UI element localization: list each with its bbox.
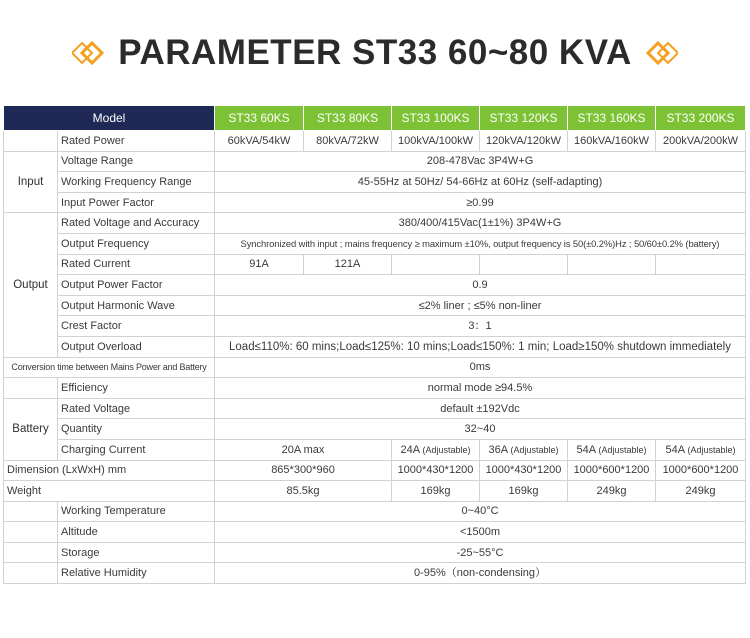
- input-power-factor-label: Input Power Factor: [58, 192, 215, 213]
- charging-current-value: 36A (Adjustable): [480, 439, 568, 460]
- output-frequency-label: Output Frequency: [58, 233, 215, 254]
- table-row: [4, 439, 746, 460]
- rated-current-value: [392, 254, 480, 275]
- crest-factor-value: 3：1: [215, 316, 746, 337]
- dimension-value: 1000*600*1200: [568, 460, 656, 481]
- table-row: [4, 357, 746, 378]
- table-row: [4, 460, 746, 481]
- table-row: [4, 316, 746, 337]
- rated-power-value: 100kVA/100kW: [392, 131, 480, 152]
- table-row: [4, 172, 746, 193]
- right-diamond-icon: [644, 41, 678, 65]
- efficiency-label: Efficiency: [58, 378, 215, 399]
- conversion-time-value: 0ms: [215, 357, 746, 378]
- frequency-range-label: Working Frequency Range: [58, 172, 215, 193]
- rated-current-value: [480, 254, 568, 275]
- model-header-80ks: ST33 80KS: [304, 106, 392, 131]
- table-row: [4, 378, 746, 399]
- conversion-time-label: Conversion time between Mains Power and Battery: [4, 357, 215, 378]
- rated-power-value: 120kVA/120kW: [480, 131, 568, 152]
- page-title: PARAMETER ST33 60~80 KVA: [118, 33, 632, 72]
- charging-current-value: 54A (Adjustable): [656, 439, 746, 460]
- working-temperature-value: 0~40°C: [215, 501, 746, 522]
- model-header-60ks: ST33 60KS: [215, 106, 304, 131]
- table-row: [4, 419, 746, 440]
- charging-current-label: Charging Current: [58, 439, 215, 460]
- model-header: Model: [4, 106, 215, 131]
- voltage-range-value: 208-478Vac 3P4W+G: [215, 151, 746, 172]
- dimension-value: 1000*600*1200: [656, 460, 746, 481]
- humidity-label: Relative Humidity: [58, 563, 215, 584]
- output-overload-value: Load≤110%: 60 mins;Load≤125%: 10 mins;Load≤150%: 1 min; Load≥150% shutdown immediately: [215, 336, 746, 357]
- weight-value: 169kg: [392, 481, 480, 502]
- rated-voltage-label: Rated Voltage and Accuracy: [58, 213, 215, 234]
- weight-value: 249kg: [568, 481, 656, 502]
- model-header-120ks: ST33 120KS: [480, 106, 568, 131]
- table-row: [4, 213, 746, 234]
- rated-power-value: 60kVA/54kW: [215, 131, 304, 152]
- weight-value: 249kg: [656, 481, 746, 502]
- weight-value: 169kg: [480, 481, 568, 502]
- storage-value: -25~55°C: [215, 542, 746, 563]
- charging-current-value: 20A max: [215, 439, 392, 460]
- table-row: [4, 501, 746, 522]
- voltage-range-label: Voltage Range: [58, 151, 215, 172]
- battery-quantity-label: Quantity: [58, 419, 215, 440]
- rated-current-value: 91A: [215, 254, 304, 275]
- charging-current-value: 54A (Adjustable): [568, 439, 656, 460]
- dimension-value: 1000*430*1200: [480, 460, 568, 481]
- altitude-value: <1500m: [215, 522, 746, 543]
- left-diamond-icon: [72, 41, 106, 65]
- table-row: [4, 192, 746, 213]
- table-row: [4, 151, 746, 172]
- rated-power-value: 80kVA/72kW: [304, 131, 392, 152]
- dimension-value: 865*300*960: [215, 460, 392, 481]
- harmonic-wave-label: Output Harmonic Wave: [58, 295, 215, 316]
- table-row: [4, 131, 746, 152]
- input-power-factor-value: ≥0.99: [215, 192, 746, 213]
- output-overload-label: Output Overload: [58, 336, 215, 357]
- dimension-value: 1000*430*1200: [392, 460, 480, 481]
- rated-current-label: Rated Current: [58, 254, 215, 275]
- title-bar: [0, 28, 750, 78]
- model-header-100ks: ST33 100KS: [392, 106, 480, 131]
- dimension-label: Dimension (LxWxH) mm: [4, 460, 215, 481]
- table-row: [4, 254, 746, 275]
- weight-value: 85.5kg: [215, 481, 392, 502]
- rated-power-label: Rated Power: [58, 131, 215, 152]
- rated-current-value: [568, 254, 656, 275]
- output-power-factor-label: Output Power Factor: [58, 275, 215, 296]
- table-row: [4, 398, 746, 419]
- battery-quantity-value: 32~40: [215, 419, 746, 440]
- rated-current-value: [656, 254, 746, 275]
- table-row: [4, 295, 746, 316]
- table-row: [4, 233, 746, 254]
- rated-power-value: 160kVA/160kW: [568, 131, 656, 152]
- working-temperature-label: Working Temperature: [58, 501, 215, 522]
- weight-label: Weight: [4, 481, 215, 502]
- storage-label: Storage: [58, 542, 215, 563]
- charging-current-value: 24A (Adjustable): [392, 439, 480, 460]
- output-frequency-value: Synchronized with input ; mains frequency ≥ maximum ±10%, output frequency is 50(±0.2%)Hz ; 50/60±0.2% (battery): [215, 233, 746, 254]
- crest-factor-label: Crest Factor: [58, 316, 215, 337]
- model-header-200ks: ST33 200KS: [656, 106, 746, 131]
- table-header-row: [4, 106, 746, 131]
- harmonic-wave-value: ≤2% liner ; ≤5% non-liner: [215, 295, 746, 316]
- output-power-factor-value: 0.9: [215, 275, 746, 296]
- frequency-range-value: 45-55Hz at 50Hz/ 54-66Hz at 60Hz (self-adapting): [215, 172, 746, 193]
- rated-voltage-value: 380/400/415Vac(1±1%) 3P4W+G: [215, 213, 746, 234]
- table-row: [4, 542, 746, 563]
- table-row: [4, 522, 746, 543]
- model-header-160ks: ST33 160KS: [568, 106, 656, 131]
- spec-table: [3, 105, 746, 584]
- table-row: [4, 481, 746, 502]
- battery-category: Battery: [4, 398, 58, 460]
- table-row: [4, 275, 746, 296]
- output-category: Output: [4, 213, 58, 357]
- table-row: [4, 336, 746, 357]
- altitude-label: Altitude: [58, 522, 215, 543]
- efficiency-value: normal mode ≥94.5%: [215, 378, 746, 399]
- rated-power-value: 200kVA/200kW: [656, 131, 746, 152]
- battery-voltage-value: default ±192Vdc: [215, 398, 746, 419]
- input-category: Input: [4, 151, 58, 213]
- rated-current-value: 121A: [304, 254, 392, 275]
- humidity-value: 0-95%（non-condensing）: [215, 563, 746, 584]
- table-row: [4, 563, 746, 584]
- battery-voltage-label: Rated Voltage: [58, 398, 215, 419]
